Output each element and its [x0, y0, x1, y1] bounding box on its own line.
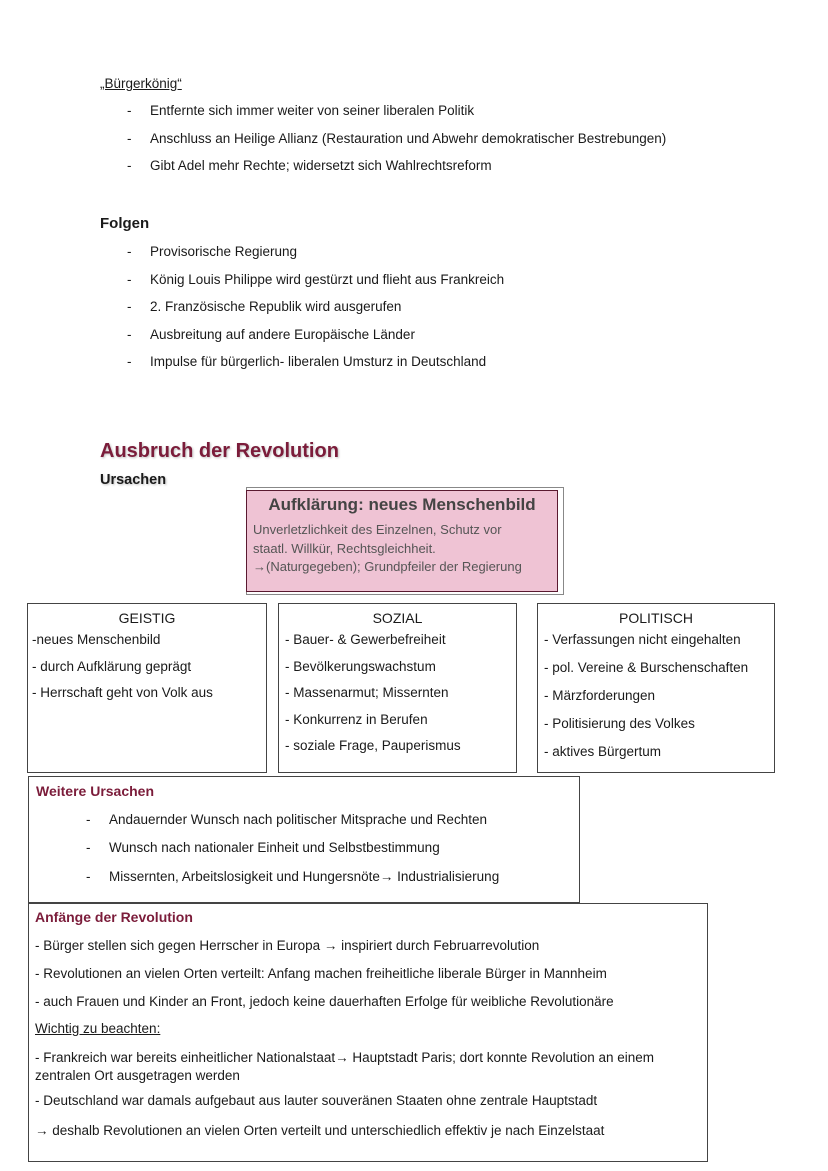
- list-item: - Anschluss an Heilige Allianz (Restauration und Abwehr demokratischer Bestrebungen): [127, 131, 666, 159]
- column-item: - soziale Frage, Pauperismus: [285, 738, 461, 753]
- weitere-title: Weitere Ursachen: [36, 783, 155, 799]
- list-item: - Missernten, Arbeitslosigkeit und Hungersnöte→ Industrialisierung: [86, 867, 499, 897]
- aufklaerung-line: →(Naturgegeben); Grundpfeiler der Regierung: [253, 559, 522, 574]
- anfaenge-line: - Bürger stellen sich gegen Herrscher in Europa → inspiriert durch Februarrevolution: [35, 938, 540, 953]
- column-geistig: [27, 603, 267, 773]
- column-item: - Verfassungen nicht eingehalten: [544, 632, 741, 647]
- note-line: - Frankreich war bereits einheitlicher Nationalstaat→ Hauptstadt Paris; dort konnte Revolution an einem zentralen Ort ausgetragen werden: [35, 1050, 655, 1083]
- list-item: - 2. Französische Republik wird ausgerufen: [127, 299, 504, 327]
- folgen-title: Folgen: [100, 215, 150, 232]
- column-item: - Märzforderungen: [544, 688, 656, 703]
- anfaenge-box: [28, 903, 708, 1162]
- column-item: - aktives Bürgertum: [544, 744, 662, 759]
- list-item: - Ausbreitung auf andere Europäische Länder: [127, 327, 504, 355]
- column-title: POLITISCH: [619, 610, 693, 626]
- column-item: - Konkurrenz in Berufen: [285, 711, 428, 727]
- note-line: → deshalb Revolutionen an vielen Orten verteilt und unterschiedlich effektiv je nach Einzelstaat: [35, 1123, 605, 1138]
- aufklaerung-title: Aufklärung: neues Menschenbild: [268, 495, 536, 514]
- note-line: - Deutschland war damals aufgebaut aus lauter souveränen Staaten ohne zentrale Hauptstadt: [35, 1093, 598, 1108]
- column-item: - Politisierung des Volkes: [544, 716, 695, 731]
- anfaenge-line: - auch Frauen und Kinder an Front, jedoch keine dauerhaften Erfolge für weibliche Revolutionäre: [35, 994, 614, 1009]
- list-item: - König Louis Philippe wird gestürzt und flieht aus Frankreich: [127, 272, 504, 300]
- aufklaerung-line: Unverletzlichkeit des Einzelnen, Schutz vor: [253, 522, 502, 537]
- column-politisch: [537, 603, 775, 773]
- weitere-list: [86, 812, 499, 897]
- column-item: - Massenarmut; Missernten: [285, 685, 449, 700]
- list-item: - Provisorische Regierung: [127, 244, 504, 272]
- list-item: - Gibt Adel mehr Rechte; widersetzt sich Wahlrechtsreform: [127, 158, 666, 186]
- column-item: - pol. Vereine & Burschenschaften: [544, 660, 749, 675]
- column-sozial: [278, 603, 517, 773]
- column-item: - Herrschaft geht von Volk aus: [32, 685, 213, 700]
- column-item: - Bevölkerungswachstum: [285, 658, 436, 674]
- note-title: Wichtig zu beachten:: [35, 1021, 161, 1036]
- list-item: - Andauernder Wunsch nach politischer Mitsprache und Rechten: [86, 812, 499, 840]
- weitere-ursachen-box: [28, 776, 580, 903]
- anfaenge-line: - Revolutionen an vielen Orten verteilt: Anfang machen freiheitliche liberale Bürger in Mannheim: [35, 966, 607, 981]
- aufklaerung-line: staatl. Willkür, Rechtsgleichheit.: [253, 540, 436, 556]
- folgen-list: [127, 244, 504, 382]
- column-title: SOZIAL: [372, 610, 423, 626]
- list-item: - Impulse für bürgerlich- liberalen Umsturz in Deutschland: [127, 354, 504, 382]
- column-title: GEISTIG: [118, 610, 176, 626]
- column-item: - Bauer- & Gewerbefreiheit: [285, 632, 446, 647]
- list-item: - Entfernte sich immer weiter von seiner liberalen Politik: [127, 103, 666, 131]
- section-heading: Ausbruch der Revolution: [100, 440, 339, 462]
- anfaenge-title: Anfänge der Revolution: [35, 909, 193, 925]
- buergerkoenig-list: [127, 103, 666, 186]
- section-subheading: Ursachen: [100, 472, 167, 488]
- buergerkoenig-title: „Bürgerkönig“: [100, 76, 182, 91]
- list-item: - Wunsch nach nationaler Einheit und Selbstbestimmung: [86, 840, 499, 868]
- column-item: - durch Aufklärung geprägt: [32, 658, 192, 674]
- column-item: -neues Menschenbild: [32, 632, 161, 647]
- aufklaerung-box: [246, 490, 558, 592]
